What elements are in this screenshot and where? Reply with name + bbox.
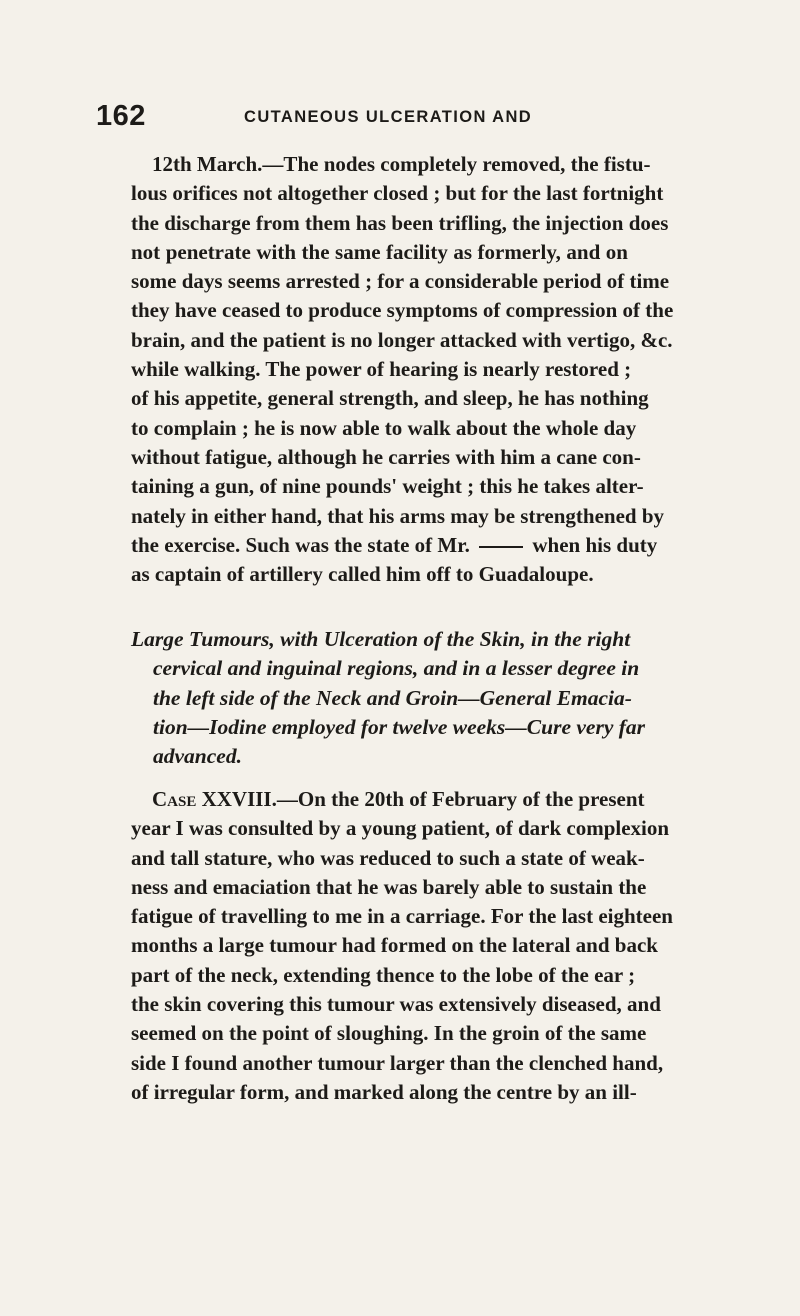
omitted-name-dash xyxy=(479,546,523,548)
text-line: and tall stature, who was reduced to such a state of weak- xyxy=(131,845,645,870)
case-label: Case XXVIII. xyxy=(152,787,277,811)
text-line: of his appetite, general strength, and sleep, he has nothing xyxy=(131,386,649,411)
heading-line: tion—Iodine employed for twelve weeks—Cure very far xyxy=(153,714,646,739)
page-header xyxy=(96,100,636,140)
text-line: nately in either hand, that his arms may be strengthened by xyxy=(131,503,665,528)
text-line: fatigue of travelling to me in a carriage. For the last eighteen xyxy=(131,904,673,929)
text-line: not penetrate with the same facility as formerly, and on xyxy=(131,239,628,264)
text-line: they have ceased to produce symptoms of compression of the xyxy=(131,298,674,323)
heading-line: cervical and inguinal regions, and in a lesser degree in xyxy=(153,656,640,681)
page-number: 162 xyxy=(96,100,146,132)
text-line: months a large tumour had formed on the lateral and back xyxy=(131,933,658,958)
text-line: the skin covering this tumour was extensively diseased, and xyxy=(131,992,661,1017)
text-line: year I was consulted by a young patient, of dark complexion xyxy=(131,816,670,841)
text-line: 12th March.—The nodes completely removed, the fistu- xyxy=(152,152,651,176)
text-line-with-dash xyxy=(131,531,658,560)
text-line: part of the neck, extending thence to the lobe of the ear ; xyxy=(131,962,636,987)
text-line: while walking. The power of hearing is nearly restored ; xyxy=(131,357,632,382)
text-line: lous orifices not altogether closed ; but for the last fortnight xyxy=(131,181,664,206)
heading-line: the left side of the Neck and Groin—General Emacia- xyxy=(153,685,632,710)
text-line: the discharge from them has been trifling, the injection does xyxy=(131,210,669,235)
text-fragment: when his duty xyxy=(532,532,658,557)
text-line: without fatigue, although he carries with him a cane con- xyxy=(131,444,641,469)
text-line: seemed on the point of sloughing. In the groin of the same xyxy=(131,1021,647,1046)
text-line: to complain ; he is now able to walk about the whole day xyxy=(131,415,637,440)
text-fragment: —On the 20th of February of the present xyxy=(276,787,645,811)
text-line: ness and emaciation that he was barely able to sustain the xyxy=(131,874,647,899)
heading-line: advanced. xyxy=(153,744,242,769)
text-line xyxy=(131,785,645,814)
text-line: brain, and the patient is no longer attacked with vertigo, &c. xyxy=(131,327,673,352)
paragraph-case-xxviii xyxy=(131,785,673,1107)
text-line: some days seems arrested ; for a considerable period of time xyxy=(131,269,670,294)
paragraph-march-12 xyxy=(131,150,674,589)
text-line: of irregular form, and marked along the centre by an ill- xyxy=(131,1079,637,1104)
text-line: taining a gun, of nine pounds' weight ; this he takes alter- xyxy=(131,474,644,499)
heading-line: Large Tumours, with Ulceration of the Skin, in the right xyxy=(131,627,631,651)
running-head: CUTANEOUS ULCERATION AND xyxy=(244,108,533,126)
text-line: side I found another tumour larger than the clenched hand, xyxy=(131,1050,664,1075)
text-fragment: the exercise. Such was the state of Mr. xyxy=(131,532,470,557)
text-line: as captain of artillery called him off to Guadaloupe. xyxy=(131,562,594,587)
case-heading xyxy=(131,625,646,771)
